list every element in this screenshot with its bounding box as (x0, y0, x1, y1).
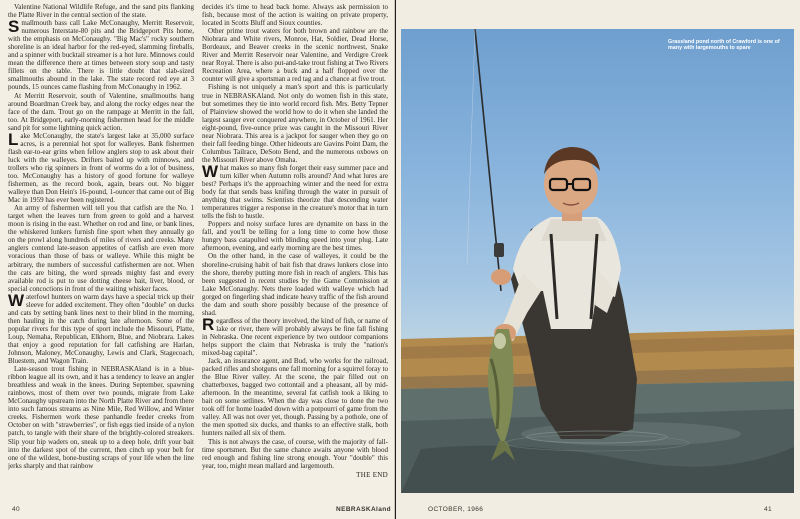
article-paragraph (8, 3, 194, 19)
paragraph-text: This is not always the case, of course, with the majority of fall-time sportsmen. But the same chance awaits anyone with blood red enough and fishing line strong enough. Your "double" this year, too, might mean mallard and largemouth. (202, 437, 388, 470)
article-paragraph (8, 129, 194, 205)
article-paragraph (8, 290, 194, 366)
article-paragraph (8, 204, 194, 293)
paragraph-text: hat makes so many fish forget their easy summer pace and turn killer when Autumn rolls around? And what lures are best? Perhaps it's the approaching winter and the need for extra body fat that sends bass knifing through the water in pursuit of anything that swims. Scientists theorize that descending water temperatures trigger a response in the creature's motor that in turn tells the fish to hustle. (202, 163, 388, 221)
paragraph-text: aterfowl hunters on warm days have a special trick up their sleeve for added excitement. They often "double" on ducks and cats by setting bank lines next to their blind in the morning, then hauling in the catch during late afternoon. Some of the popular rivers for this type of sport include the Missouri, Platte, Loup, Nemaha, Republican, Elkhorn, Blue, and Niobrara. Lakes that enjoy a good reputation for fall catfishing are Harlan, Johnson, Maloney, McConaughy, Lewis and Clark, Stagecoach, Bluestem, and Wagon Train. (8, 292, 194, 366)
fisherman-photo (401, 29, 794, 493)
paragraph-text: Jack, an insurance agent, and Bud, who works for the railroad, packed rifles and shotguns one fall morning for a squirrel foray to the Blue River valley. At the scene, the pair filled out on chatterboxes, bagged two cottontail and a pheasant, all by mid-afternoon. In the meantime, several fat catfish took a liking to bait on some setlines. When the day was close to done the two took off for home loaded down with a potpourri of game from the valley. All was not over yet, though. Passing by a pothole, one of the men spotted six ducks, and thanks to an effective stalk, both hunters nailed all six of them. (202, 357, 388, 438)
drop-cap: R (202, 314, 215, 334)
article-paragraph (202, 357, 388, 437)
magazine-name: NEBRASKAland (336, 506, 391, 513)
paragraph-text: At Merritt Reservoir, south of Valentine, smallmouths hang around Boardman Creek bay, and along the rocky edges near the face of the dam. Trout go on the rampage at Merritt in the fall, too. At Bridgeport, early-morning fishermen head for the middle sand pit for some lightning quick action. (8, 91, 194, 132)
article-paragraph (8, 19, 194, 91)
article-paragraph (202, 438, 388, 470)
drop-cap: L (8, 129, 19, 149)
article-paragraph (202, 314, 388, 358)
article-paragraph (202, 220, 388, 252)
article-paragraph (202, 161, 388, 221)
paragraph-text: Late-season trout fishing in NEBRASKAland is in a blue-ribbon league all its own, and it has a tendency to leave an angler breathless and weak in the knees. During September, spawning rainbows, most of them over two pounds, migrate from Lake McConaughy upstream into the North Platte River and from there into such famous streams as Nine Mile, Red Willow, and Winter creeks. Fishermen work these panhandle feeder creeks from October on with "strawberries", or fish eggs tied inside of a nylon patch, to tangle with their share of the brightly-colored streakers. Slip your hip waders on, sneak up to a deep hole, drift your bait into the darkest spot of the current, then cinch up your belt for one of the wildest, bone-busting scraps of your life when the line jerks sharply and that rainbow (8, 365, 194, 470)
paragraph-text: Other prime trout waters for both brown and rainbow are the Niobrara and White rivers, Monroe, Hat, Soldier, Dead Horse, Bordeaux, and Beaver creeks in the scenic northwest, Snake River and Merritt Reservoir near Valentine, and Verdigre Creek near Royal. There is also put-and-take trout fishing at Two Rivers Recreation Area, where a buck and a half flopped over the counter will give a sportsman a red tag and a chance at five trout. (202, 27, 388, 84)
drop-cap: S (8, 17, 20, 37)
drop-cap: W (8, 290, 25, 310)
article-paragraph (202, 27, 388, 83)
right-page (396, 0, 800, 519)
text-column-1 (8, 3, 194, 497)
paragraph-text: decides it's time to head back home. Always ask permission to fish, because most of the action is waiting on private property, located in Scotts Bluff and Sioux counties. (202, 3, 388, 28)
paragraph-text: Fishing is not uniquely a man's sport and this is particularly true in NEBRASKAland. Not only do women fish in this state, but sometimes they tie into world record fish. Mrs. Betty Tepner of Plainview showed the world how to do it when she landed the largest sauger ever conquered anywhere, in October of 1961. Her eight-pound, five-ounce prize was caught in the Missouri River near Niobrara. This area is a jackpot for sauger when they go on their fall feeding binge. Other hideouts are Gavins Point Dam, the Columbus Tailrace, DeSoto Bend, and the numerous oxbows on the Missouri River above Omaha. (202, 83, 388, 164)
paragraph-text: On the other hand, in the case of walleyes, it could be the shoreline-cruising habit of bait fish that draws lunkers close into the shore, thereby putting more fish in reach of anglers. This has been suggested in recent studies by the Game Commission at Lake McConaughy. Nets there loaded with walleye which had gorged on fingerling shad indicate heavy traffic of the fish around the dam and south shore possibly because of the presence of shad. (202, 252, 388, 317)
article-paragraph (202, 3, 388, 27)
paragraph-text: egardless of the theory involved, the kind of fish, or name of lake or river, there will probably always be fine fall fishing in Nebraska. One recent experience by two outdoor companions helps support the claim that Nebraska is truly the "nation's mixed-bag capital". (202, 316, 388, 358)
article-paragraph (202, 83, 388, 163)
article-body (8, 3, 388, 497)
left-page (0, 0, 395, 519)
text-column-2 (202, 3, 388, 497)
photo-caption: Grassland pond north of Crawford is one of many with largemouths to spare (668, 39, 780, 52)
drop-cap: W (202, 161, 219, 181)
paragraph-text: Valentine National Wildlife Refuge, and the sand pits flanking the Platte River in the central section of the state. (8, 3, 194, 20)
page-number-right: 41 (764, 506, 773, 513)
paragraph-text: An army of fishermen will tell you that catfish are the No. 1 target when the leaves turn from green to gold and a harvest moon is rising in the east. Whether on rod and line, or bank lines, the whiskered lunkers furnish fine sport when they annually go on the prowl along hundreds of miles of rivers and creeks. Many anglers contend late-season appetites of catfish are even more voracious than those of bass or walleye. While this might be arbitrary, the numbers of successful catfishermen are not. When the cats are biting, the word spreads mighty fast and every available rod is put to use dotting cheese bait, liver, blood, or special concoctions in front of the waiting whisker faces. (8, 204, 194, 293)
page-number-left: 40 (12, 506, 21, 513)
paragraph-text: mallmouth bass call Lake McConaughy, Merritt Reservoir, numerous Interstate-80 pits and the Bridgeport Pits home, with the emphasis on McConaughy. "Big Mac's" rocky southern shoreline is an ideal harbor for the red-eyed, slamming fireballs, and a spinner with bucktail streamer is a hot lure. Minnows could mean the difference there at times between story soup and tasty fillets on the table. There is little doubt that slab-sized smallmouths abound in the lake. The state record red eye at 3 pounds, 15 ounces came flashing from McConaughy in 1962. (8, 19, 194, 92)
article-paragraph (202, 252, 388, 316)
article-paragraph (8, 92, 194, 132)
article-paragraph (8, 365, 194, 470)
end-mark: THE END (356, 470, 388, 479)
issue-date: OCTOBER, 1966 (428, 506, 484, 513)
paragraph-text: ake McConaughy, the state's largest lake at 35,000 surface acres, is a perennial hot spot for walleyes. Bank fishermen flash ear-to-ear grins when fellow anglers stop to ask about their luck with the walleyes. Drifters baited up with minnows, and trollers who rig spinners in front of worms do a lot of business, too. McConaughy has a history of good fortune for walleye fishermen, as the record book, again, bears out. No bigger walleye than Don Hein's 16-pound, 1-ouncer that came out of Big Mac in 1959 has ever been registered. (8, 131, 194, 205)
fisherman-illustration (401, 29, 794, 493)
paragraph-text: Poppers and noisy surface lures are dynamite on bass in the fall, and you'll be telling for a long time to come how those hungry bass catapulted with blinding speed into your plug. Late afternoon, evening, and early morning are the best times. (202, 220, 388, 253)
